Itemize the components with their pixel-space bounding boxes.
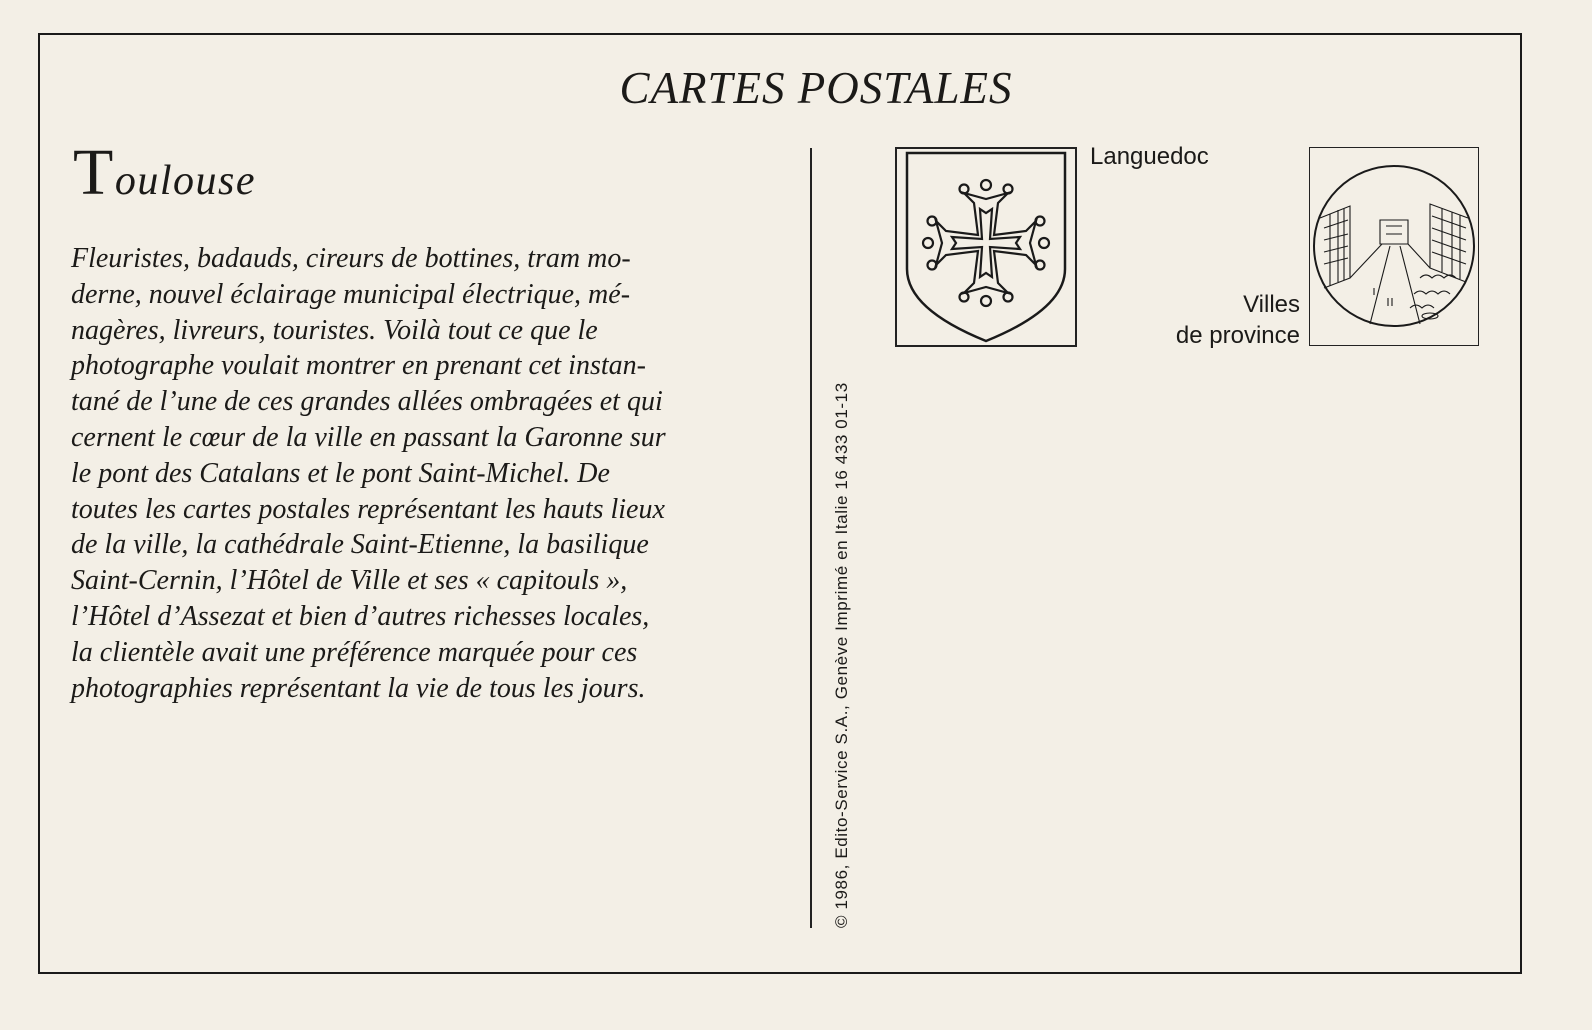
series-label-line2: de province [1175,322,1300,349]
description-line: nagères, livreurs, touristes. Voilà tout ce que le [71,314,598,346]
city-title-initial: T [73,136,115,209]
occitan-cross-shield-icon [897,149,1075,345]
description-text [71,241,789,706]
street-scene-vignette-icon [1310,148,1477,344]
description-line: derne, nouvel éclairage municipal électrique, mé- [71,278,631,310]
description-line: photographe voulait montrer en prenant cet instan- [71,350,646,382]
publisher-credit: © 1986, Edito-Service S.A., Genève Imprimé en Italie 16 433 01-13 [832,382,851,928]
description-line: tané de l’une de ces grandes allées ombragées et qui [71,386,663,418]
description-line: le pont des Catalans et le pont Saint-Michel. De [71,457,610,489]
header-title [0,62,1592,114]
vertical-divider [810,148,812,928]
city-title [73,135,256,211]
crest-box [895,147,1077,347]
description-line: Fleuristes, badauds, cireurs de bottines, tram mo- [71,243,631,274]
description-line: l’Hôtel d’Assezat et bien d’autres richesses locales, [71,600,650,632]
city-title-rest: oulouse [114,158,256,204]
series-label [1176,289,1300,351]
description-line: cernent le cœur de la ville en passant la Garonne sur [71,421,666,453]
vignette-box [1309,147,1479,346]
series-label-line1: Villes [1243,291,1300,318]
region-label: Languedoc [1090,143,1209,170]
header-title-text: CARTES POSTALES [619,63,1013,113]
description-line: photographies représentant la vie de tous les jours. [71,672,646,704]
description-line: Saint-Cernin, l’Hôtel de Ville et ses « capitouls », [71,565,628,597]
description-line: la clientèle avait une préférence marquée pour ces [71,636,638,668]
description-line: de la ville, la cathédrale Saint-Etienne, la basilique [71,529,649,561]
description-line: toutes les cartes postales représentant les hauts lieux [71,493,665,525]
